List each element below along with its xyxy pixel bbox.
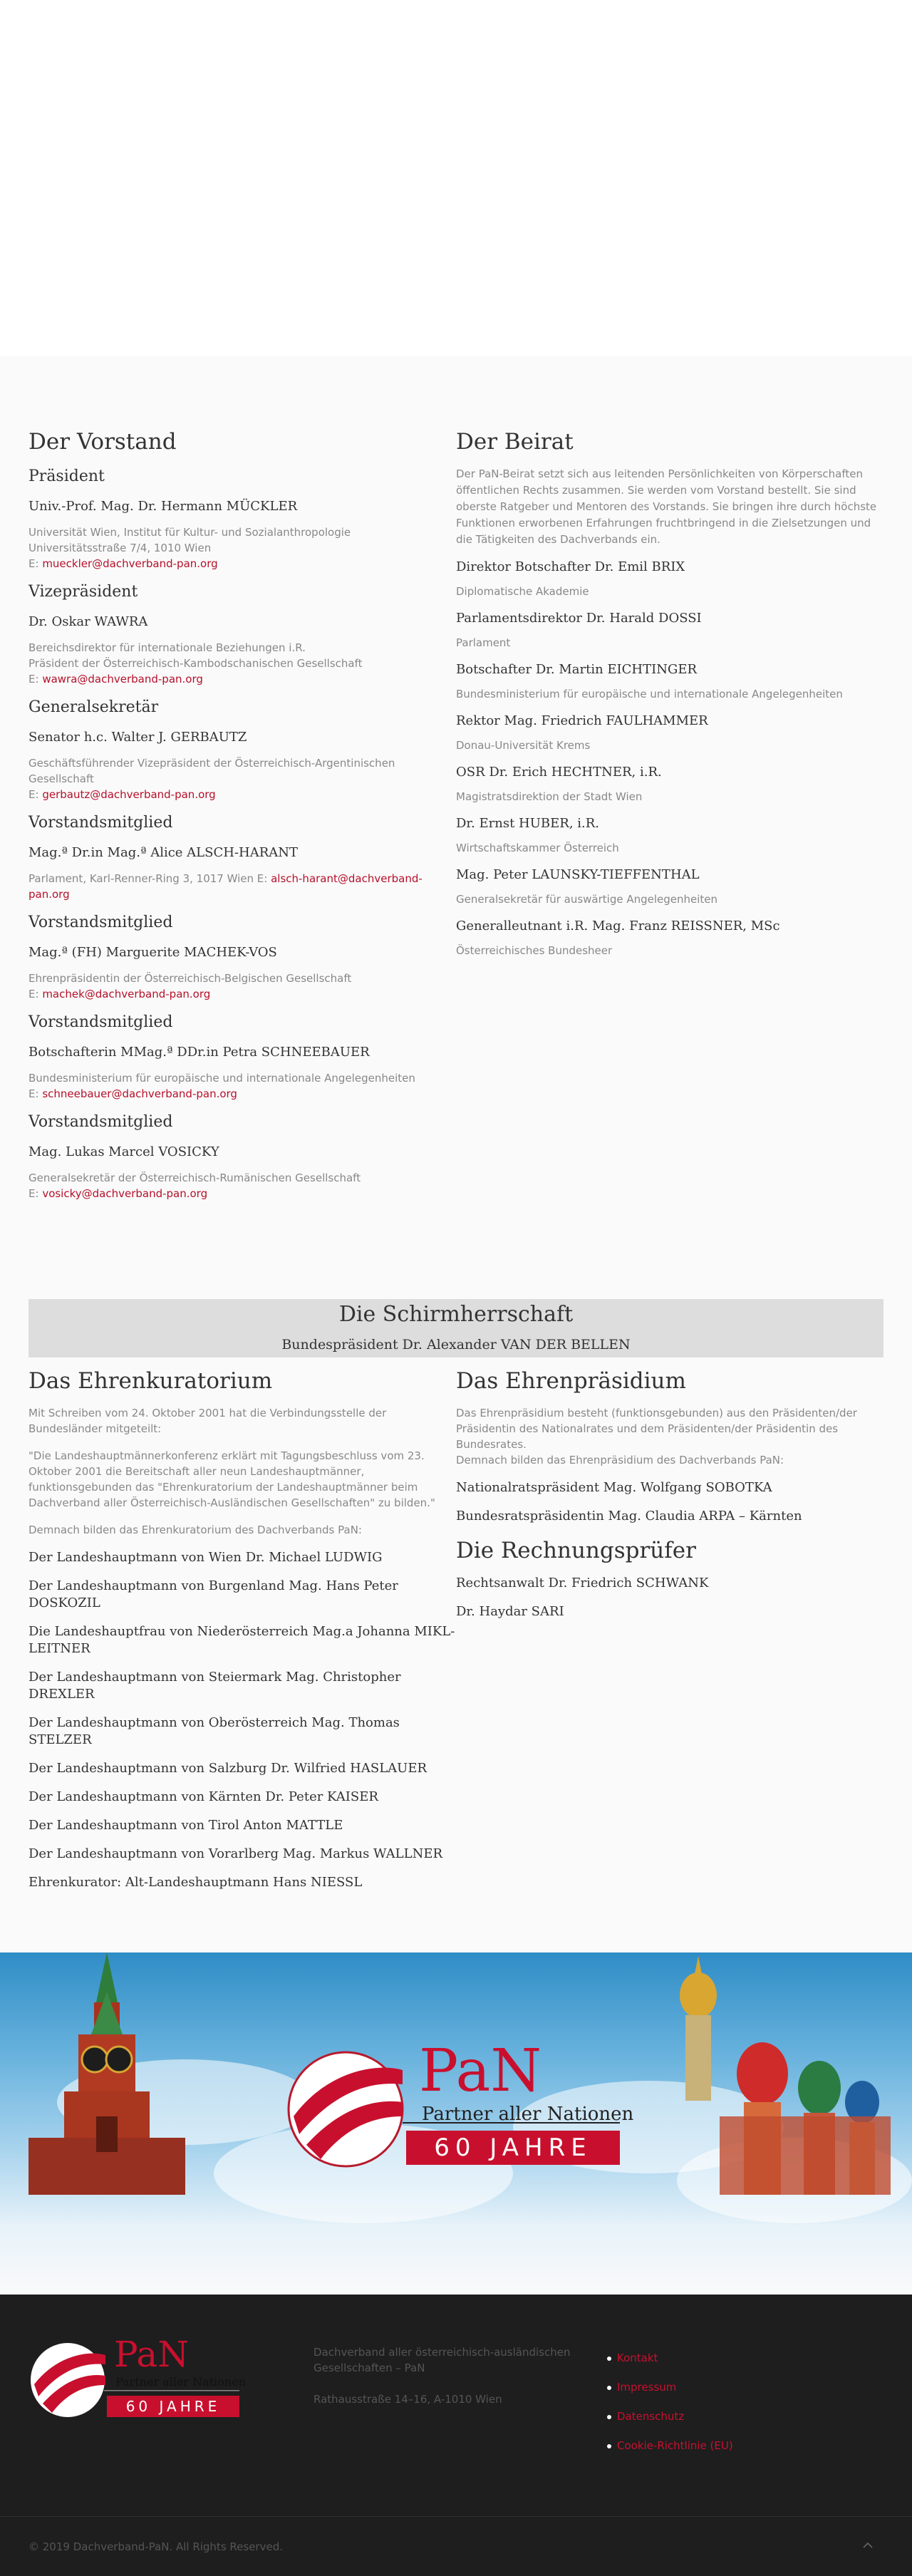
schirmherrschaft-box <box>28 1299 884 1357</box>
vorstand-info-line: Universität Wien, Institut für Kultur- und Sozialanthropologie <box>28 526 351 539</box>
beirat-member-org: Magistratsdirektion der Stadt Wien <box>456 790 643 803</box>
beirat-member-org: Diplomatische Akademie <box>456 585 589 598</box>
vorstand-info <box>28 1170 449 1201</box>
beirat-member-name: Parlamentsdirektor Dr. Harald DOSSI <box>456 611 702 626</box>
vorstand-info <box>28 971 449 1002</box>
schirmherr-name: Bundespräsident Dr. Alexander VAN DER BELLEN <box>281 1337 631 1352</box>
beirat-member-name: Mag. Peter LAUNSKY-TIEFFENTHAL <box>456 867 700 882</box>
vorstand-info <box>28 640 449 687</box>
beirat-member-name: Direktor Botschafter Dr. Emil BRIX <box>456 559 685 574</box>
vorstand-name: Mag. Lukas Marcel VOSICKY <box>28 1144 219 1159</box>
beirat-member-name: OSR Dr. Erich HECHTNER, i.R. <box>456 765 662 780</box>
beirat-member-name: Generalleutnant i.R. Mag. Franz REISSNER, MSc <box>456 919 780 933</box>
footer-link-kontakt[interactable]: Kontakt <box>617 2352 658 2364</box>
vorstand-member <box>28 1012 449 1102</box>
vorstand-name: Mag.ª (FH) Marguerite MACHEK-VOS <box>28 945 277 960</box>
vorstand-info-line: Universitätsstraße 7/4, 1010 Wien <box>28 542 212 554</box>
ehrenkuratorium-member: Ehrenkurator: Alt-Landeshauptmann Hans NIESSL <box>28 1875 363 1890</box>
beirat-member-org: Parlament <box>456 636 511 649</box>
ehrenkuratorium-member: Der Landeshauptmann von Wien Dr. Michael LUDWIG <box>28 1550 383 1565</box>
vorstand-email-link[interactable]: gerbautz@dachverband-pan.org <box>42 788 216 801</box>
logo-anniversary: 60 JAHRE <box>434 2133 592 2162</box>
vorstand-member <box>28 1112 449 1201</box>
email-prefix: E: <box>28 788 43 801</box>
footer-address: Rathausstraße 14–16, A-1010 Wien <box>314 2393 502 2406</box>
vorstand-email-line <box>28 871 449 902</box>
ehrenkuratorium-member: Der Landeshauptmann von Tirol Anton MATTLE <box>28 1818 343 1833</box>
vorstand-email-link[interactable]: mueckler@dachverband-pan.org <box>42 557 218 570</box>
vorstand-email-line <box>28 671 449 687</box>
vorstand-title: Der Vorstand <box>28 429 177 455</box>
vorstand-name: Dr. Oskar WAWRA <box>28 614 148 629</box>
footer-link-impressum[interactable]: Impressum <box>617 2381 677 2394</box>
footer-link-datenschutz[interactable]: Datenschutz <box>617 2410 685 2423</box>
vorstand-section <box>28 428 449 1207</box>
vorstand-info-line: Generalsekretär der Österreichisch-Rumänischen Gesellschaft <box>28 1171 361 1184</box>
vorstand-email-link[interactable]: wawra@dachverband-pan.org <box>42 673 203 686</box>
vorstand-info-line: Bereichsdirektor für internationale Beziehungen i.R. <box>28 641 306 654</box>
rechnungspruefer-member: Rechtsanwalt Dr. Friedrich SCHWANK <box>456 1576 709 1590</box>
ehrenpraesidium-section <box>456 1367 884 1632</box>
footer <box>0 2295 912 2576</box>
ehrenkuratorium-member: Der Landeshauptmann von Vorarlberg Mag. Markus WALLNER <box>28 1846 443 1861</box>
vorstand-member <box>28 697 449 802</box>
beirat-member-name: Dr. Ernst HUBER, i.R. <box>456 816 600 831</box>
beirat-member-org: Donau-Universität Krems <box>456 739 591 752</box>
footer-logo-tagline: Partner aller Nationen <box>115 2375 246 2389</box>
vorstand-email-link[interactable]: schneebauer@dachverband-pan.org <box>42 1087 237 1100</box>
cathedral-illustration <box>656 1952 891 2195</box>
ehrenkuratorium-member: Der Landeshauptmann von Burgenland Mag. Hans Peter DOSKOZIL <box>28 1578 398 1610</box>
rechnungspruefer-title: Die Rechnungsprüfer <box>456 1538 696 1563</box>
rechnungspruefer-member: Dr. Haydar SARI <box>456 1604 564 1619</box>
vorstand-email-line <box>28 787 449 802</box>
beirat-member-name: Rektor Mag. Friedrich FAULHAMMER <box>456 713 708 728</box>
beirat-member-name: Botschafter Dr. Martin EICHTINGER <box>456 662 698 677</box>
ehrenkuratorium-paragraph: Demnach bilden das Ehrenkuratorium des Dachverbands PaN: <box>28 1524 362 1536</box>
ehrenkuratorium-paragraph: Mit Schreiben vom 24. Oktober 2001 hat die Verbindungsstelle der Bundesländer mitgeteilt: <box>28 1407 387 1435</box>
ehrenkuratorium-member: Der Landeshauptmann von Salzburg Dr. Wilfried HASLAUER <box>28 1761 428 1776</box>
vorstand-email-line <box>28 986 449 1002</box>
vorstand-info <box>28 755 449 802</box>
vorstand-email-line <box>28 1186 449 1201</box>
vorstand-email-line <box>28 556 449 571</box>
vorstand-member <box>28 812 449 902</box>
email-prefix: E: <box>28 1187 43 1200</box>
vorstand-info-line: Geschäftsführender Vizepräsident der Österreichisch-Argentinischen Gesellschaft <box>28 757 395 785</box>
email-prefix: E: <box>28 557 43 570</box>
footer-link-cookie-richtlinie-eu[interactable]: Cookie-Richtlinie (EU) <box>617 2439 733 2452</box>
bullet-icon <box>607 2386 611 2390</box>
beirat-member-org: Bundesministerium für europäische und internationale Angelegenheiten <box>456 688 843 700</box>
footer-link-item <box>607 2379 733 2395</box>
footer-link-item <box>607 2438 733 2453</box>
ehrenpraesidium-member: Bundesratspräsidentin Mag. Claudia ARPA – Kärnten <box>456 1509 802 1524</box>
vorstand-info <box>28 871 449 902</box>
beirat-member-org: Wirtschaftskammer Österreich <box>456 842 619 854</box>
beirat-member-org: Österreichisches Bundesheer <box>456 944 613 957</box>
vorstand-email-link[interactable]: alsch-harant@dachverband-pan.org <box>28 872 423 901</box>
vorstand-name: Univ.-Prof. Mag. Dr. Hermann MÜCKLER <box>28 499 298 514</box>
vorstand-info-line: Bundesministerium für europäische und internationale Angelegenheiten <box>28 1072 415 1085</box>
ehrenkuratorium-member: Der Landeshauptmann von Kärnten Dr. Peter KAISER <box>28 1789 378 1804</box>
email-prefix: E: <box>28 1087 43 1100</box>
schirmherrschaft-title: Die Schirmherrschaft <box>338 1302 574 1327</box>
ehrenpraesidium-intro2: Demnach bilden das Ehrenpräsidium des Dachverbands PaN: <box>456 1454 784 1467</box>
vorstand-email-link[interactable]: machek@dachverband-pan.org <box>42 988 211 1000</box>
footer-address-block <box>314 2344 598 2407</box>
banner <box>0 1952 912 2295</box>
email-prefix: E: <box>28 673 43 686</box>
vorstand-member <box>28 581 449 687</box>
ehrenkuratorium-paragraph: "Die Landeshauptmännerkonferenz erklärt mit Tagungsbeschluss vom 23. Oktober 2001 die Bereitschaft aller neun Landeshauptmänner, funktionsgebunden das "Ehrenkuratorium der Landeshauptmänner beim Dachverband aller Österreichisch-Ausländischen Gesellschaften" zu bilden." <box>28 1449 435 1509</box>
ehrenkuratorium-title: Das Ehrenkuratorium <box>28 1368 273 1394</box>
ehrenkuratorium-member: Die Landeshauptfrau von Niederösterreich Mag.a Johanna MIKL-LEITNER <box>28 1624 455 1656</box>
vorstand-role: Generalsekretär <box>28 698 159 716</box>
vorstand-info-line: Ehrenpräsidentin der Österreichisch-Belgischen Gesellschaft <box>28 972 352 985</box>
main-content <box>0 356 912 1952</box>
header-area <box>0 0 912 356</box>
vorstand-email-link[interactable]: vosicky@dachverband-pan.org <box>42 1187 208 1200</box>
vorstand-email-line <box>28 1086 449 1102</box>
footer-link-item <box>607 2409 733 2424</box>
vorstand-address: Parlament, Karl-Renner-Ring 3, 1017 Wien E: <box>28 872 271 885</box>
vorstand-role: Vorstandsmitglied <box>28 1113 173 1131</box>
email-prefix: E: <box>28 988 43 1000</box>
vorstand-info <box>28 1070 449 1102</box>
ehrenkuratorium-member: Der Landeshauptmann von Oberösterreich Mag. Thomas STELZER <box>28 1715 400 1747</box>
copyright: © 2019 Dachverband-PaN. All Rights Reserved. <box>28 2540 283 2553</box>
beirat-member-org: Generalsekretär für auswärtige Angelegenheiten <box>456 893 718 906</box>
footer-links <box>607 2350 733 2467</box>
footer-divider <box>0 2516 912 2517</box>
beirat-title: Der Beirat <box>456 429 574 455</box>
beirat-section <box>456 428 884 968</box>
vorstand-role: Vorstandsmitglied <box>28 914 173 931</box>
ehrenkuratorium-section <box>28 1367 456 1903</box>
ehrenpraesidium-title: Das Ehrenpräsidium <box>456 1368 686 1394</box>
beirat-intro: Der PaN-Beirat setzt sich aus leitenden Persönlichkeiten von Körperschaften öffentlichen Rechts zusammen. Sie werden vom Vorstand bestellt. Sie sind oberste Ratgeber und Mentoren des Vorstands. Sie bringen ihre durch höchste Funktionen erworbenen Erfahrungen fruchtbringend in die Zielsetzungen und die Tätigkeiten des Dachverbands ein. <box>456 467 877 546</box>
footer-logo-anniversary: 60 JAHRE <box>125 2398 221 2415</box>
vorstand-info <box>28 524 449 571</box>
vorstand-member <box>28 466 449 571</box>
kremlin-tower-illustration <box>28 1952 185 2195</box>
bullet-icon <box>607 2415 611 2419</box>
bullet-icon <box>607 2357 611 2361</box>
ehrenpraesidium-member: Nationalratspräsident Mag. Wolfgang SOBOTKA <box>456 1480 772 1495</box>
chevron-up-icon[interactable] <box>861 2538 875 2552</box>
vorstand-role: Präsident <box>28 467 105 485</box>
vorstand-member <box>28 912 449 1002</box>
vorstand-info-line: Präsident der Österreichisch-Kambodschanischen Gesellschaft <box>28 657 363 670</box>
footer-logo-name: PaN <box>114 2334 189 2375</box>
vorstand-role: Vorstandsmitglied <box>28 814 173 832</box>
ehrenpraesidium-intro: Das Ehrenpräsidium besteht (funktionsgebunden) aus den Präsidenten/der Präsidentin des Nationalrates und dem Präsidenten/der Präsidentin des Bundesrates. <box>456 1407 857 1451</box>
footer-link-item <box>607 2350 733 2366</box>
logo-name: PaN <box>419 2037 542 2105</box>
ehrenkuratorium-member: Der Landeshauptmann von Steiermark Mag. Christopher DREXLER <box>28 1670 401 1702</box>
bullet-icon <box>607 2444 611 2448</box>
vorstand-name: Botschafterin MMag.ª DDr.in Petra SCHNEEBAUER <box>28 1045 370 1060</box>
footer-org-name: Dachverband aller österreichisch-ausländischen Gesellschaften – PaN <box>314 2346 571 2374</box>
vorstand-role: Vorstandsmitglied <box>28 1013 173 1031</box>
vorstand-name: Mag.ª Dr.in Mag.ª Alice ALSCH-HARANT <box>28 845 299 860</box>
vorstand-name: Senator h.c. Walter J. GERBAUTZ <box>28 730 247 745</box>
logo-tagline: Partner aller Nationen <box>422 2104 634 2125</box>
vorstand-role: Vizepräsident <box>28 583 138 601</box>
